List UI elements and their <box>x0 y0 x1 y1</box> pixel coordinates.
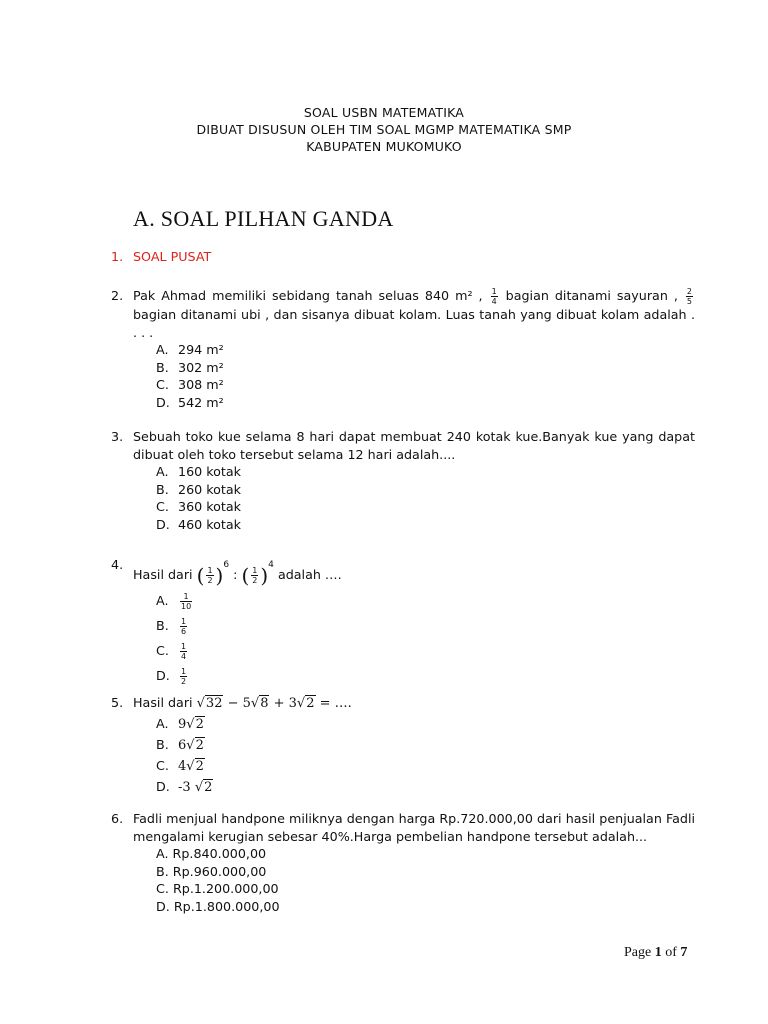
fraction <box>686 287 693 306</box>
option-letter: C. <box>156 757 169 773</box>
answer-options <box>156 588 695 688</box>
fraction-denominator: 5 <box>686 297 692 306</box>
fraction-denominator: 4 <box>181 651 187 661</box>
math-expression <box>178 738 205 753</box>
question-1 <box>111 248 695 266</box>
option-letter: B. <box>156 863 169 879</box>
math-expression <box>178 780 213 795</box>
option-letter: A. <box>156 464 169 479</box>
radicand: 2 <box>195 758 204 774</box>
fraction-denominator: 2 <box>181 676 187 686</box>
page-label: Page <box>624 945 652 960</box>
option-letter: A. <box>156 846 169 861</box>
fraction-denominator: 10 <box>181 601 192 611</box>
fraction-numerator: 1 <box>181 641 187 651</box>
question-number: 5. <box>111 695 124 710</box>
radicand: 8 <box>260 696 269 711</box>
fraction-numerator: 1 <box>207 566 213 575</box>
fraction-numerator: 1 <box>181 616 187 626</box>
section-title: A. SOAL PILHAN GANDA <box>133 206 394 231</box>
answer-option[interactable] <box>156 394 695 412</box>
close-paren: ) <box>260 563 269 588</box>
option-letter: A. <box>156 715 169 731</box>
answer-option[interactable] <box>156 481 695 499</box>
answer-option[interactable] <box>156 341 695 359</box>
question-text <box>133 287 695 341</box>
answer-option[interactable] <box>156 376 695 394</box>
answer-option[interactable] <box>156 880 695 898</box>
option-letter: B. <box>156 736 169 752</box>
square-root: √2 <box>186 737 204 753</box>
document-header <box>0 104 768 155</box>
question-text-part: bagian ditanami sayuran , <box>505 288 678 303</box>
fraction-numerator: 2 <box>686 287 692 296</box>
fraction <box>180 617 187 636</box>
fraction-denominator: 2 <box>207 576 213 585</box>
fraction-numerator: 1 <box>252 566 258 575</box>
question-4 <box>111 553 695 688</box>
answer-option[interactable] <box>156 588 695 613</box>
answer-option[interactable] <box>156 613 695 638</box>
fraction-numerator: 1 <box>180 592 192 602</box>
answer-option[interactable] <box>156 898 695 916</box>
option-letter: B. <box>156 359 169 375</box>
answer-options <box>156 845 695 915</box>
answer-options <box>156 713 695 797</box>
question-text: Fadli menjual handpone miliknya dengan harga Rp.720.000,00 dari hasil penjualan Fadli mengalami kerugian sebesar 40%.Harga pembelian handpone tersebut adalah... <box>133 811 695 844</box>
option-text: Rp.1.800.000,00 <box>173 898 280 914</box>
answer-option[interactable] <box>156 845 695 863</box>
option-text: 542 m² <box>178 394 224 410</box>
close-paren: ) <box>215 563 224 588</box>
option-letter: D. <box>156 516 170 532</box>
page-total: 7 <box>680 945 688 960</box>
fraction <box>180 667 187 686</box>
question-text <box>133 694 695 713</box>
open-paren: ( <box>196 563 205 588</box>
page-number: 1 <box>654 945 662 960</box>
question-6 <box>111 810 695 915</box>
square-root: √2 <box>194 779 213 795</box>
option-letter: C. <box>156 499 169 514</box>
operator: : <box>233 567 238 582</box>
question-text: SOAL PUSAT <box>133 249 212 264</box>
fraction-denominator: 6 <box>181 626 187 636</box>
coefficient: 9 <box>178 716 187 732</box>
open-paren: ( <box>241 563 250 588</box>
question-number: 1. <box>111 249 124 264</box>
answer-options <box>156 463 695 533</box>
page-of-label: of <box>665 945 677 960</box>
option-letter: D. <box>156 667 170 683</box>
question-text <box>133 553 695 588</box>
option-letter: D. <box>156 778 170 794</box>
question-text-part: Hasil dari <box>133 567 193 582</box>
fraction <box>251 566 258 585</box>
answer-option[interactable] <box>156 734 695 755</box>
question-number: 6. <box>111 811 124 826</box>
answer-options <box>156 341 695 411</box>
answer-option[interactable] <box>156 463 695 481</box>
radicand: 2 <box>204 779 213 795</box>
answer-option[interactable] <box>156 755 695 776</box>
answer-option[interactable] <box>156 638 695 663</box>
option-letter: C. <box>156 881 169 896</box>
question-3 <box>111 428 695 533</box>
radicand: 2 <box>306 696 315 711</box>
answer-option[interactable] <box>156 663 695 688</box>
question-text-part: bagian ditanami ubi , dan sisanya dibuat kolam. Luas tanah yang dibuat kolam adalah . . . . <box>133 307 695 340</box>
question-2 <box>111 287 695 411</box>
square-root: √2 <box>186 716 204 732</box>
operator: = …. <box>319 696 352 711</box>
coefficient: -3 <box>178 779 191 795</box>
square-root: √2 <box>186 758 204 774</box>
option-text: 160 kotak <box>178 464 242 479</box>
answer-option[interactable] <box>156 863 695 881</box>
math-expression <box>178 717 205 732</box>
fraction <box>491 287 498 306</box>
option-text: 260 kotak <box>178 481 242 497</box>
page-footer <box>624 945 687 961</box>
option-text: Rp.1.200.000,00 <box>172 881 279 896</box>
option-text: 308 m² <box>178 377 224 392</box>
option-letter: D. <box>156 394 170 410</box>
option-letter: A. <box>156 592 169 608</box>
header-subtitle: DIBUAT DISUSUN OLEH TIM SOAL MGMP MATEMATIKA SMP <box>196 122 572 137</box>
operator: − 5 <box>227 696 251 711</box>
fraction-denominator: 4 <box>491 297 497 306</box>
fraction <box>180 642 187 661</box>
coefficient: 4 <box>178 758 187 774</box>
fraction <box>206 566 213 585</box>
question-number: 2. <box>111 288 124 303</box>
option-text: Rp.840.000,00 <box>172 846 267 861</box>
radicand: 32 <box>205 696 223 711</box>
question-text-part: Pak Ahmad memiliki sebidang tanah seluas 840 m² , <box>133 288 483 303</box>
option-text: 302 m² <box>178 359 224 375</box>
fraction-numerator: 1 <box>181 666 187 676</box>
fraction <box>180 592 192 611</box>
answer-option[interactable] <box>156 713 695 734</box>
math-expression <box>178 759 205 774</box>
answer-option[interactable] <box>156 498 695 516</box>
radicand: 2 <box>195 737 204 753</box>
header-title: SOAL USBN MATEMATIKA <box>303 105 465 120</box>
question-text: Sebuah toko kue selama 8 hari dapat membuat 240 kotak kue.Banyak kue yang dapat dibuat oleh toko tersebut selama 12 hari adalah.... <box>133 429 695 462</box>
square-root: √8 <box>250 696 269 711</box>
option-text: 294 m² <box>178 342 224 357</box>
answer-option[interactable] <box>156 516 695 534</box>
coefficient: 6 <box>178 737 187 753</box>
fraction-denominator: 2 <box>252 576 258 585</box>
question-text-part: adalah …. <box>277 567 342 582</box>
option-letter: A. <box>156 342 169 357</box>
answer-option[interactable] <box>156 359 695 377</box>
question-number: 3. <box>111 429 124 444</box>
option-letter: C. <box>156 377 169 392</box>
fraction-numerator: 1 <box>491 287 497 296</box>
question-5 <box>111 694 695 797</box>
question-text-part: Hasil dari <box>133 695 193 710</box>
option-letter: B. <box>156 481 169 497</box>
exponent: 6 <box>223 560 230 570</box>
option-text: Rp.960.000,00 <box>172 863 267 879</box>
square-root: √2 <box>296 696 315 711</box>
option-letter: C. <box>156 642 169 658</box>
math-expression <box>197 696 352 711</box>
answer-option[interactable] <box>156 776 695 797</box>
option-text: 360 kotak <box>178 499 242 514</box>
radicand: 2 <box>195 716 204 732</box>
square-root: √32 <box>196 696 223 711</box>
option-letter: D. <box>156 898 170 914</box>
option-letter: B. <box>156 617 169 633</box>
question-number: 4. <box>111 557 124 572</box>
operator: + 3 <box>273 696 297 711</box>
header-region: KABUPATEN MUKOMUKO <box>306 139 462 154</box>
option-text: 460 kotak <box>178 516 242 532</box>
exponent: 4 <box>268 560 274 570</box>
